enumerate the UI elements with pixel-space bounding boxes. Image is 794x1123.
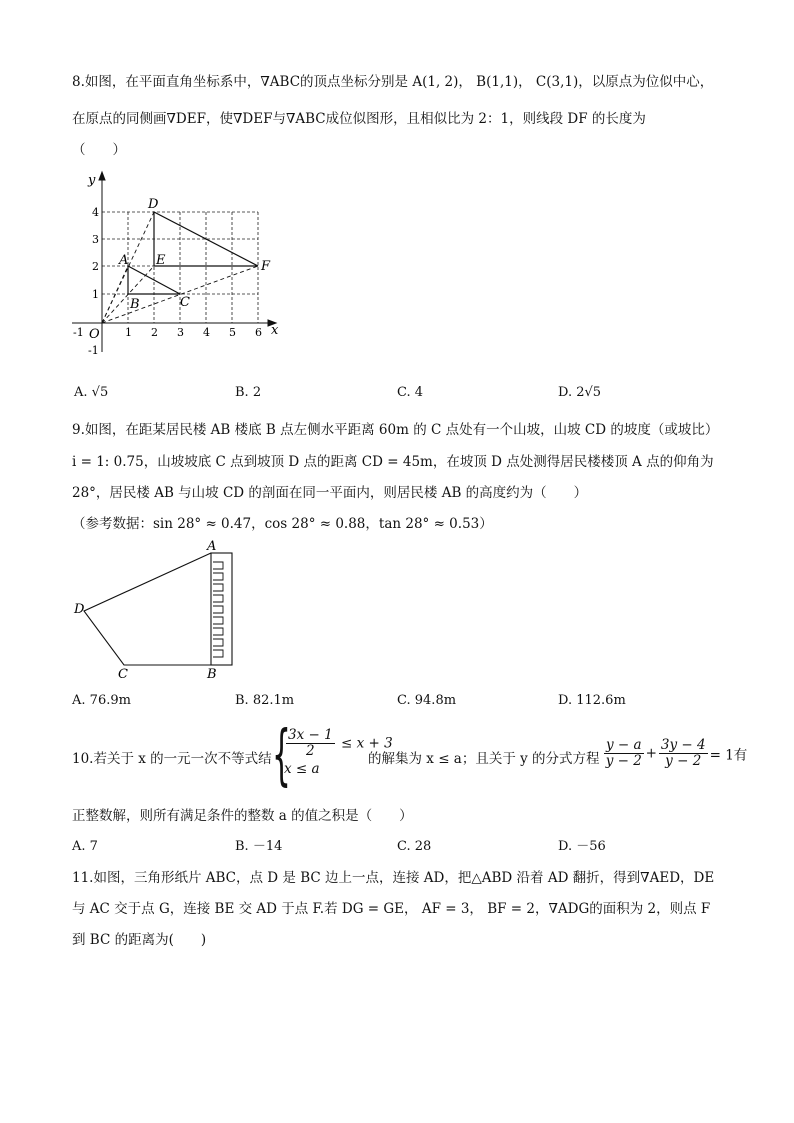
- point-d-label: D: [74, 602, 85, 617]
- q11-line3: 到 BC 的距离为( ): [72, 932, 207, 948]
- q9-line2: i = 1: 0.75，山坡坡底 C 点到坡顶 D 点的距离 CD = 45m，在坡顶 D 点处测得居民楼楼顶 A 点的仰角为: [72, 454, 714, 470]
- q9-slope-building-figure: [70, 538, 245, 683]
- q9-line3: 28°，居民楼 AB 与山坡 CD 的剖面在同一平面内，则居民楼 AB 的高度约为（ ）: [72, 485, 588, 501]
- system-brace: {: [272, 716, 291, 793]
- option-text: 112.6m: [576, 693, 626, 708]
- axes: [72, 172, 276, 352]
- option-text: 2: [252, 385, 262, 400]
- option-letter: A.: [74, 385, 88, 400]
- q9-option-b[interactable]: [235, 692, 294, 710]
- q10-line2: 正整数解，则所有满足条件的整数 a 的值之积是（ ）: [72, 808, 413, 824]
- y-tick: 2: [92, 260, 99, 273]
- y-tick: 3: [92, 233, 99, 246]
- option-text: －56: [576, 839, 606, 854]
- q8-line2: 在原点的同侧画∇DEF，使∇DEF与∇ABC成位似图形，且相似比为 2：1，则线段 DF 的长度为: [72, 111, 646, 127]
- option-letter: C.: [397, 839, 411, 854]
- option-letter: A.: [72, 839, 86, 854]
- point-e-label: E: [156, 253, 166, 268]
- option-letter: B.: [235, 839, 249, 854]
- option-letter: D.: [558, 385, 573, 400]
- q10-option-b[interactable]: [235, 838, 282, 856]
- q9-line1: 9.如图，在距某居民楼 AB 楼底 B 点左侧水平距离 60m 的 C 点处有一个山坡，山坡 CD 的坡度（或坡比）: [72, 422, 719, 438]
- frac1: [604, 738, 644, 769]
- q10-middle: 的解集为 x ≤ a；且关于 y 的分式方程: [368, 751, 600, 767]
- point-a-label: A: [119, 253, 129, 268]
- option-letter: B.: [235, 385, 249, 400]
- ineq1-rhs: ≤ x + 3: [340, 735, 393, 752]
- frac1-denominator: y − 2: [605, 753, 642, 769]
- q8-line1: 8.如图，在平面直角坐标系中，∇ABC的顶点坐标分别是 A(1, 2)， B(1,1)， C(3,1)，以原点为位似中心，: [72, 74, 714, 90]
- option-text: －14: [252, 839, 283, 854]
- point-b-label: B: [130, 297, 140, 312]
- point-c-label: C: [180, 295, 190, 310]
- point-labels: [118, 197, 271, 312]
- option-text: 82.1m: [252, 693, 295, 708]
- q11-line1: 11.如图，三角形纸片 ABC，点 D 是 BC 边上一点，连接 AD，把△ABD 沿着 AD 翻折，得到∇AED，DE: [72, 870, 715, 886]
- fractional-equation: [602, 738, 747, 769]
- eq-tail: = 1有: [709, 747, 748, 764]
- q9-line4: （参考数据：sin 28° ≈ 0.47，cos 28° ≈ 0.88，tan 28° ≈ 0.53）: [72, 516, 493, 532]
- option-text: 76.9m: [89, 693, 131, 708]
- q9-option-c[interactable]: [397, 692, 456, 710]
- option-letter: B.: [235, 693, 249, 708]
- option-text: 4: [414, 385, 424, 400]
- x-tick: -1: [73, 326, 84, 339]
- ineq1-fraction: [286, 728, 335, 759]
- ineq2: x ≤ a: [284, 761, 320, 777]
- x-tick: 5: [229, 326, 236, 339]
- q8-option-a[interactable]: [74, 384, 108, 402]
- frac2-denominator: y − 2: [665, 753, 702, 769]
- y-tick: 1: [92, 288, 99, 301]
- option-letter: D.: [558, 839, 573, 854]
- point-a-label: A: [207, 539, 217, 554]
- option-text: 94.8m: [414, 693, 457, 708]
- q8-option-b[interactable]: [235, 384, 261, 402]
- q10-option-a[interactable]: [72, 838, 98, 856]
- q8-line3: （ ）: [72, 142, 126, 158]
- option-letter: A.: [72, 693, 86, 708]
- point-b-label: B: [207, 667, 217, 682]
- origin-label: O: [89, 327, 100, 342]
- q10-option-d[interactable]: [558, 838, 606, 856]
- plus-sign: +: [645, 745, 657, 762]
- option-letter: C.: [397, 693, 411, 708]
- x-tick-labels: [73, 326, 262, 339]
- x-tick: 3: [177, 326, 184, 339]
- option-text: 7: [89, 839, 98, 854]
- q8-option-d[interactable]: [558, 384, 601, 402]
- x-tick: 6: [255, 326, 262, 339]
- x-tick: 1: [125, 326, 132, 339]
- option-letter: C.: [397, 385, 411, 400]
- ineq1-denominator: 2: [306, 743, 315, 759]
- q9-option-a[interactable]: [72, 692, 131, 710]
- option-text: √5: [91, 385, 109, 400]
- y-tick: -1: [88, 344, 99, 357]
- frac2: [659, 738, 708, 769]
- option-letter: D.: [558, 693, 573, 708]
- point-c-label: C: [118, 667, 128, 682]
- slope-outline: [84, 553, 211, 665]
- q8-option-c[interactable]: [397, 384, 423, 402]
- x-axis-label: x: [271, 323, 279, 338]
- q9-option-d[interactable]: [558, 692, 626, 710]
- ineq1-numerator: 3x − 1: [288, 727, 333, 743]
- frac2-numerator: 3y − 4: [660, 737, 706, 753]
- y-tick: 4: [92, 206, 99, 219]
- point-d-label: D: [148, 197, 159, 212]
- q10-line1: [72, 716, 748, 793]
- point-f-label: F: [261, 259, 271, 274]
- x-tick: 4: [203, 326, 210, 339]
- q8-coordinate-figure: [60, 166, 290, 366]
- q10-option-c[interactable]: [397, 838, 431, 856]
- option-text: 28: [414, 839, 432, 854]
- building-ab: [211, 553, 232, 665]
- option-text: 2√5: [576, 385, 602, 400]
- y-axis-label: y: [88, 173, 96, 188]
- frac1-numerator: y − a: [606, 737, 642, 753]
- q10-prefix: 10.若关于 x 的一元一次不等式结: [72, 751, 272, 767]
- q11-line2: 与 AC 交于点 G，连接 BE 交 AD 于点 F.若 DG = GE， AF = 3， BF = 2，∇ADG的面积为 2，则点 F: [72, 901, 711, 917]
- x-tick: 2: [151, 326, 158, 339]
